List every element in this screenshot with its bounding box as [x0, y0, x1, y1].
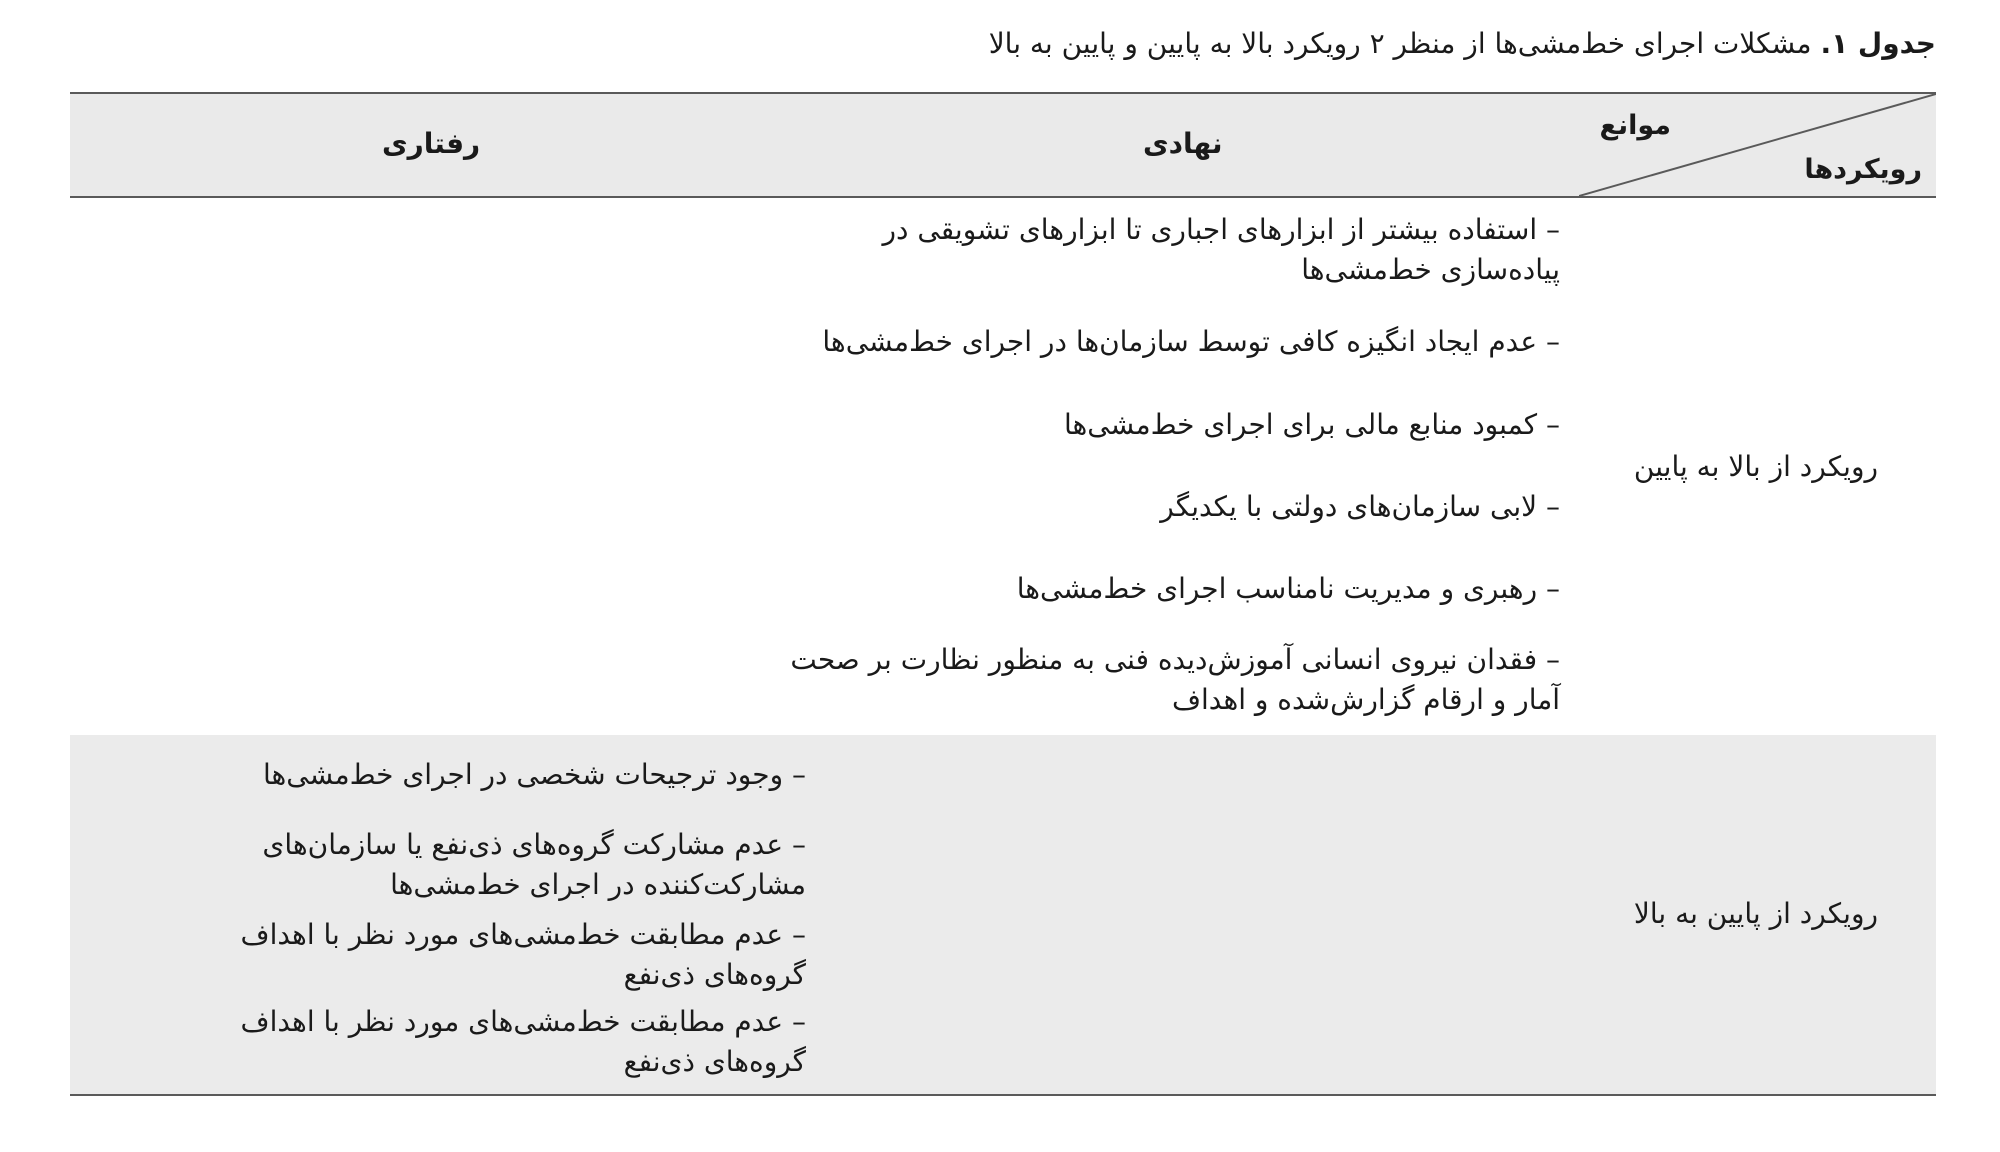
institutional-item: – عدم ایجاد انگیزه کافی توسط سازمان‌ها در اجرای خط‌مشی‌ها: [822, 325, 1560, 358]
behavioral-item: – عدم مطابقت خط‌مشی‌های مورد نظر با اهداف گروه‌های ذی‌نفع: [240, 918, 806, 991]
institutional-item: – رهبری و مدیریت نامناسب اجرای خط‌مشی‌ها: [1016, 572, 1560, 605]
behavioral-item: – عدم مطابقت خط‌مشی‌های مورد نظر با اهداف گروه‌های ذی‌نفع: [240, 1005, 806, 1078]
column-header-institutional: نهادی: [1143, 127, 1223, 160]
institutional-item: – لابی سازمان‌های دولتی با یکدیگر: [1160, 490, 1560, 523]
column-header-behavioral: رفتاری: [382, 127, 481, 160]
institutional-item: – فقدان نیروی انسانی آموزش‌دیده فنی به منظور نظارت بر صحت آمار و ارقام گزارش‌شده و اهداف: [790, 643, 1560, 716]
table-header-rule: [70, 196, 1936, 198]
caption-text: مشکلات اجرای خط‌مشی‌ها از منظر ۲ رویکرد بالا به پایین و پایین به بالا: [988, 27, 1812, 60]
corner-label-approaches: رویکردها: [1804, 154, 1922, 185]
institutional-item: – استفاده بیشتر از ابزارهای اجباری تا ابزارهای تشویقی در پیاده‌سازی خط‌مشی‌ها: [882, 213, 1560, 286]
table-bottom-rule: [70, 1094, 1936, 1096]
table-caption: [36, 22, 1936, 66]
behavioral-item: – وجود ترجیحات شخصی در اجرای خط‌مشی‌ها: [262, 758, 806, 791]
behavioral-item: – عدم مشارکت گروه‌های ذی‌نفع یا سازمان‌های مشارکت‌کننده در اجرای خط‌مشی‌ها: [262, 828, 806, 901]
corner-label-obstacles: موانع: [1599, 110, 1671, 141]
obstacles-table: [70, 92, 1936, 1096]
institutional-item: – کمبود منابع مالی برای اجرای خط‌مشی‌ها: [1063, 408, 1560, 441]
approach-label-bottom-up: رویکرد از پایین به بالا: [1633, 897, 1878, 930]
caption-label: جدول ۱.: [1820, 27, 1936, 60]
approach-label-top-down: رویکرد از بالا به پایین: [1633, 450, 1878, 483]
